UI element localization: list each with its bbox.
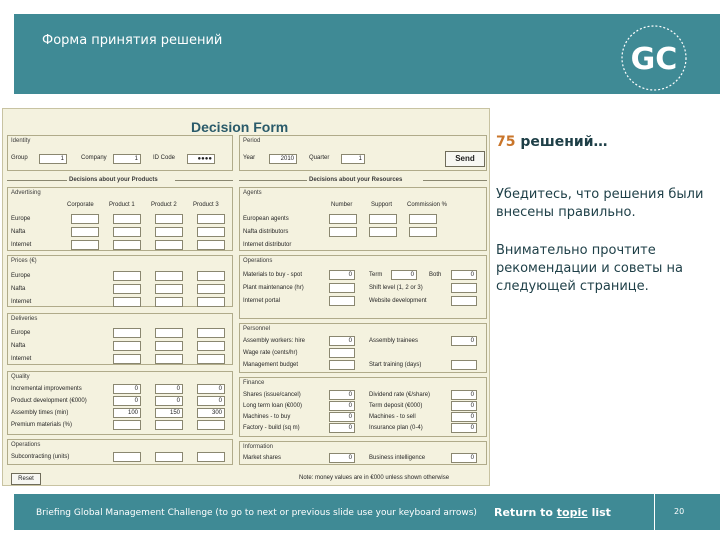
agents-europe-commission-input[interactable] [409, 214, 437, 224]
operations-section-label: Operations [11, 442, 41, 448]
prices-p2-nafta-input[interactable] [155, 284, 183, 294]
wage-rate-label: Wage rate (cents/hr) [243, 350, 298, 356]
send-button[interactable]: Send [445, 151, 485, 167]
reset-button[interactable]: Reset [11, 473, 41, 485]
trainees-label: Assembly trainees [369, 338, 419, 344]
wage-rate-input[interactable] [329, 348, 355, 358]
trainees-input[interactable]: 0 [451, 336, 477, 346]
period-section-label: Period [243, 138, 261, 144]
quality-row-label: Product development (€000) [11, 398, 87, 404]
advertising-corporate-europe-input[interactable] [71, 214, 99, 224]
products-heading: Decisions about your Products [69, 177, 158, 183]
prices-p2-internet-input[interactable] [155, 297, 183, 307]
decisions-count-suffix: решений… [520, 134, 608, 150]
quality-assembly-p2-input[interactable]: 150 [155, 408, 183, 418]
advertising-p1-europe-input[interactable] [113, 214, 141, 224]
materials-term-label: Term [369, 272, 383, 278]
resources-divider-left [239, 180, 307, 181]
deliveries-row-nafta: Nafta [11, 343, 26, 349]
long-term-loan-input[interactable]: 0 [329, 401, 355, 411]
advertising-p1-nafta-input[interactable] [113, 227, 141, 237]
quality-premium-p2-input[interactable] [155, 420, 183, 430]
year-input[interactable]: 2010 [269, 154, 297, 164]
management-budget-input[interactable] [329, 360, 355, 370]
quality-assembly-p1-input[interactable]: 100 [113, 408, 141, 418]
agents-section-label: Agents [243, 190, 262, 196]
advertising-p1-internet-input[interactable] [113, 240, 141, 250]
page-number: 20 [674, 507, 685, 516]
products-divider-left [7, 180, 67, 181]
management-budget-label: Management budget [243, 362, 299, 368]
deliveries-p3-nafta-input[interactable] [197, 341, 225, 351]
link-prefix: Return to [494, 506, 557, 519]
training-days-label: Start training (days) [369, 362, 422, 368]
materials-spot-input[interactable]: 0 [329, 270, 355, 280]
prices-p3-internet-input[interactable] [197, 297, 225, 307]
machines-buy-input[interactable]: 0 [329, 412, 355, 422]
prices-p1-europe-input[interactable] [113, 271, 141, 281]
col-product-3: Product 3 [193, 202, 219, 208]
quality-incremental-p3-input[interactable]: 0 [197, 384, 225, 394]
subcontracting-p3-input[interactable] [197, 452, 225, 462]
quality-assembly-p3-input[interactable]: 300 [197, 408, 225, 418]
footer-divider [654, 494, 655, 530]
materials-spot-label: Materials to buy - spot [243, 272, 303, 278]
quarter-input[interactable]: 1 [341, 154, 365, 164]
market-shares-input[interactable]: 0 [329, 453, 355, 463]
agents-nafta-commission-input[interactable] [409, 227, 437, 237]
decisions-count-line [496, 134, 608, 150]
agents-row-nafta: Nafta distributors [243, 229, 289, 235]
finance-left-label: Machines - to buy [243, 414, 291, 420]
advertising-corporate-internet-input[interactable] [71, 240, 99, 250]
finance-left-label: Shares (issue/cancel) [243, 392, 301, 398]
year-label: Year [243, 155, 256, 161]
finance-left-label: Factory - build (sq m) [243, 425, 300, 431]
deliveries-section-label: Deliveries [11, 316, 38, 322]
col-product-2: Product 2 [151, 202, 177, 208]
prices-p2-europe-input[interactable] [155, 271, 183, 281]
gmc-logo [614, 18, 694, 98]
instruction-check: Убедитесь, что решения были внесены правильно. [496, 187, 704, 220]
form-note: Note: money values are in €000 unless shown otherwise [299, 475, 450, 481]
slide-header [14, 14, 720, 94]
slide-title: Форма принятия решений [42, 33, 223, 48]
internet-portal-label: Internet portal [243, 298, 281, 304]
group-input[interactable]: 1 [39, 154, 67, 164]
company-label: Company [81, 155, 107, 161]
personnel-section-label: Personnel [243, 326, 271, 332]
group-label: Group [11, 155, 28, 161]
id-code-input[interactable]: ●●●● [187, 154, 215, 164]
advertising-p3-internet-input[interactable] [197, 240, 225, 250]
business-intelligence-label: Business intelligence [369, 455, 426, 461]
advertising-p2-europe-input[interactable] [155, 214, 183, 224]
instruction-read: Внимательно прочтите рекомендации и советы на следующей странице. [496, 243, 683, 294]
machines-sell-input[interactable]: 0 [451, 412, 477, 422]
subcontracting-label: Subcontracting (units) [11, 454, 70, 460]
prices-p1-internet-input[interactable] [113, 297, 141, 307]
identity-frame [7, 135, 233, 171]
slide-footer [14, 494, 720, 530]
agents-nafta-number-input[interactable] [329, 227, 357, 237]
quality-premium-p3-input[interactable] [197, 420, 225, 430]
materials-term-input[interactable]: 0 [391, 270, 417, 280]
advertising-row-europe: Europe [11, 216, 31, 222]
deliveries-p2-europe-input[interactable] [155, 328, 183, 338]
quality-incremental-p2-input[interactable]: 0 [155, 384, 183, 394]
plant-maintenance-label: Plant maintenance (hr) [243, 285, 304, 291]
company-input[interactable]: 1 [113, 154, 141, 164]
finance-right-label: Term deposit (€000) [369, 403, 423, 409]
finance-section-label: Finance [243, 380, 265, 386]
information-section-label: Information [243, 444, 274, 450]
term-deposit-input[interactable]: 0 [451, 401, 477, 411]
materials-both-input[interactable]: 0 [451, 270, 477, 280]
deliveries-row-europe: Europe [11, 330, 31, 336]
prices-p3-nafta-input[interactable] [197, 284, 225, 294]
deliveries-p3-europe-input[interactable] [197, 328, 225, 338]
shares-input[interactable]: 0 [329, 390, 355, 400]
agents-row-internet: Internet distributor [243, 242, 292, 248]
products-divider-right [175, 180, 233, 181]
advertising-row-internet: Internet [11, 242, 32, 248]
materials-both-label: Both [429, 272, 442, 278]
quality-premium-p1-input[interactable] [113, 420, 141, 430]
internet-portal-input[interactable] [329, 296, 355, 306]
quality-section-label: Quality [11, 374, 30, 380]
link-suffix: list [587, 506, 611, 519]
business-intelligence-input[interactable]: 0 [451, 453, 477, 463]
advertising-p3-nafta-input[interactable] [197, 227, 225, 237]
finance-left-label: Long term loan (€000) [243, 403, 303, 409]
quality-row-label: Incremental improvements [11, 386, 82, 392]
prices-p1-nafta-input[interactable] [113, 284, 141, 294]
training-days-input[interactable] [451, 360, 477, 370]
link-keyword: topic [556, 506, 588, 519]
prices-row-europe: Europe [11, 273, 31, 279]
col-support: Support [371, 202, 393, 208]
quarter-label: Quarter [309, 155, 330, 161]
col-number: Number [331, 202, 353, 208]
col-corporate: Corporate [67, 202, 94, 208]
col-product-1: Product 1 [109, 202, 135, 208]
advertising-p2-nafta-input[interactable] [155, 227, 183, 237]
logo-letters: GC [630, 42, 678, 77]
deliveries-p1-europe-input[interactable] [113, 328, 141, 338]
resources-heading: Decisions about your Resources [309, 177, 403, 183]
quality-row-label: Premium materials (%) [11, 422, 73, 428]
prices-p3-europe-input[interactable] [197, 271, 225, 281]
deliveries-p2-nafta-input[interactable] [155, 341, 183, 351]
prices-section-label: Prices (€) [11, 258, 37, 264]
decisions-count: 75 [496, 134, 516, 150]
footer-caption: Briefing Global Management Challenge (to go to next or previous slide use your keyboard arrows) [36, 508, 477, 518]
deliveries-p3-internet-input[interactable] [197, 354, 225, 364]
prices-row-nafta: Nafta [11, 286, 26, 292]
advertising-corporate-nafta-input[interactable] [71, 227, 99, 237]
decision-form [2, 108, 490, 486]
insurance-plan-input[interactable]: 0 [451, 423, 477, 433]
quality-row-label: Assembly times (min) [11, 410, 69, 416]
deliveries-row-internet: Internet [11, 356, 32, 362]
agents-europe-number-input[interactable] [329, 214, 357, 224]
resources-divider-right [423, 180, 487, 181]
quality-development-p1-input[interactable]: 0 [113, 396, 141, 406]
agents-europe-support-input[interactable] [369, 214, 397, 224]
form-title: Decision Form [191, 119, 289, 135]
subcontracting-p1-input[interactable] [113, 452, 141, 462]
advertising-p2-internet-input[interactable] [155, 240, 183, 250]
return-to-topic-link[interactable] [494, 506, 611, 519]
subcontracting-p2-input[interactable] [155, 452, 183, 462]
identity-section-label: Identity [11, 138, 31, 144]
shift-level-label: Shift level (1, 2 or 3) [369, 285, 423, 291]
website-development-input[interactable] [451, 296, 477, 306]
advertising-p3-europe-input[interactable] [197, 214, 225, 224]
website-development-label: Website development [369, 298, 427, 304]
deliveries-p1-internet-input[interactable] [113, 354, 141, 364]
shift-level-input[interactable] [451, 283, 477, 293]
agents-nafta-support-input[interactable] [369, 227, 397, 237]
deliveries-p1-nafta-input[interactable] [113, 341, 141, 351]
factory-build-input[interactable]: 0 [329, 423, 355, 433]
finance-right-label: Dividend rate (€/share) [369, 392, 431, 398]
prices-row-internet: Internet [11, 299, 32, 305]
resources-operations-section-label: Operations [243, 258, 273, 264]
advertising-row-nafta: Nafta [11, 229, 26, 235]
dividend-input[interactable]: 0 [451, 390, 477, 400]
col-commission: Commission % [407, 202, 448, 208]
advertising-section-label: Advertising [11, 190, 41, 196]
recruit-input[interactable]: 0 [329, 336, 355, 346]
quality-incremental-p1-input[interactable]: 0 [113, 384, 141, 394]
market-shares-label: Market shares [243, 455, 282, 461]
deliveries-p2-internet-input[interactable] [155, 354, 183, 364]
finance-right-label: Machines - to sell [369, 414, 416, 420]
id-code-label: ID Code [153, 155, 176, 161]
finance-right-label: Insurance plan (0-4) [369, 425, 423, 431]
quality-development-p2-input[interactable]: 0 [155, 396, 183, 406]
plant-maintenance-input[interactable] [329, 283, 355, 293]
quality-development-p3-input[interactable]: 0 [197, 396, 225, 406]
agents-row-european: European agents [243, 216, 289, 222]
recruit-label: Assembly workers: hire [243, 338, 306, 344]
